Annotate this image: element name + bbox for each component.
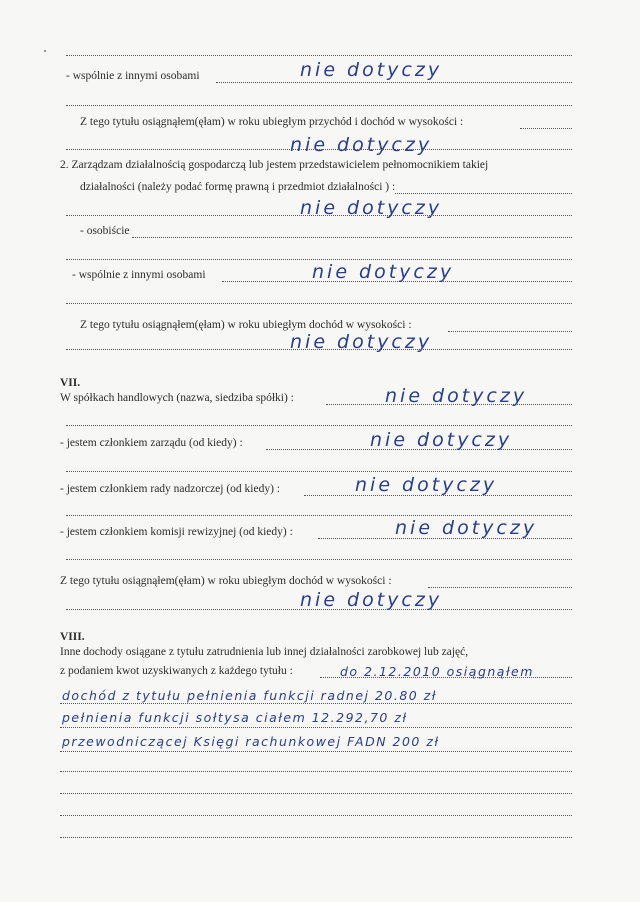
s2-osobiscie-label: - osobiście [80,225,130,237]
s1-income-value: nie dotyczy [290,134,433,156]
s7-rada-value: nie dotyczy [355,474,498,496]
dotted-line [60,814,572,816]
s7-komisja-label: - jestem członkiem komisji rewizyjnej (od kiedy) : [60,526,293,538]
dotted-line [60,750,572,752]
dotted-line [66,54,572,56]
scan-speck [44,50,46,52]
s7-income-label: Z tego tytułu osiągnąłem(ęłam) w roku ubiegłym dochód w wysokości : [60,575,392,587]
dotted-line [66,470,572,472]
s7-zarzad-label: - jestem członkiem zarządu (od kiedy) : [60,437,243,449]
dotted-line [60,836,572,838]
dotted-line [66,608,572,610]
dotted-line [66,214,572,216]
s2-wspolnie-label: - wspólnie z innymi osobami [72,269,206,281]
dotted-line [448,330,572,332]
s8-heading: VIII. [60,631,85,643]
s2-income-value: nie dotyczy [290,331,433,353]
dotted-line [132,236,572,238]
dotted-line [66,302,572,304]
s1-wspolnie-label: - wspólnie z innymi osobami [66,70,200,82]
dotted-line [395,192,572,194]
dotted-line [66,514,572,516]
dotted-line [66,348,572,350]
s8-line2: z podaniem kwot uzyskiwanych z każdego tytułu : [60,665,293,677]
s8-line1: Inne dochody osiągane z tytułu zatrudnienia lub innej działalności zarobkowej lub zajęć, [60,646,469,658]
s7-heading: VII. [60,377,81,389]
s8-handwritten-4: przewodniczącej Księgi rachunkowej FADN 200 zł [62,734,440,749]
dotted-line [60,770,572,772]
s8-handwritten-3: pełnienia funkcji sołtysa ciałem 12.292,70 zł [62,710,408,725]
dotted-line [216,81,572,83]
s7-income-value: nie dotyczy [300,589,443,611]
s7-rada-label: - jestem członkiem rady nadzorczej (od kiedy) : [60,483,281,495]
dotted-line [66,424,572,426]
s7-zarzad-value: nie dotyczy [370,429,513,451]
dotted-line [520,127,572,129]
s2-line1: 2. Zarządzam działalnością gospodarczą lub jestem przedstawicielem pełnomocnikiem takiej [60,159,489,171]
s8-handwritten-2: dochód z tytułu pełnienia funkcji radnej 20.80 zł [62,688,437,703]
dotted-line [66,558,572,560]
s1-wspolnie-value: nie dotyczy [300,59,443,81]
dotted-line [60,792,572,794]
dotted-line [66,148,572,150]
s2-wspolnie-value: nie dotyczy [312,261,455,283]
s2-income-label: Z tego tytułu osiągnąłem(ęłam) w roku ubiegłym dochód w wysokości : [80,319,412,331]
s7-spolki-value: nie dotyczy [385,385,528,407]
dotted-line [428,586,572,588]
s2-line2: działalności (należy podać formę prawną i przedmiot działalności ) : [80,181,396,193]
dotted-line [66,258,572,260]
s8-handwritten-1: do 2.12.2010 osiągnąłem [340,664,534,679]
s7-komisja-value: nie dotyczy [395,517,538,539]
s2-line2-value: nie dotyczy [300,197,443,219]
dotted-line [66,104,572,106]
dotted-line [60,726,572,728]
s1-income-label: Z tego tytułu osiągnąłem(ęłam) w roku ubiegłym przychód i dochód w wysokości : [80,116,464,128]
s7-spolki-label: W spółkach handlowych (nazwa, siedziba spółki) : [60,392,294,404]
